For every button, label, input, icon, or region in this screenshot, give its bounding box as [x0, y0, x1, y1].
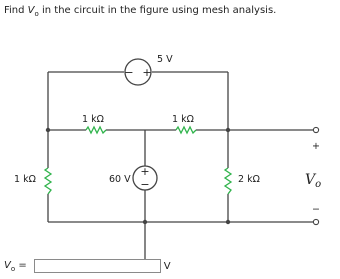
- question-suffix: in the circuit in the figure using mesh analysis.: [38, 5, 277, 16]
- answer-unit: V: [163, 260, 171, 272]
- resistor-right-symbol: [225, 168, 231, 194]
- source-mid-minus: −: [140, 178, 150, 191]
- resistor-mid-left-value: 1 kΩ: [82, 114, 104, 125]
- answer-equals: =: [18, 259, 27, 271]
- answer-label: [4, 260, 27, 273]
- source-mid-plus: +: [140, 165, 150, 178]
- question-variable: V: [27, 5, 35, 16]
- source-mid-value: 60 V: [109, 174, 131, 185]
- resistor-mid-right-symbol: [176, 127, 196, 133]
- resistor-left-value: 1 kΩ: [14, 174, 36, 185]
- output-terminal-top: [313, 127, 318, 132]
- resistor-right-value: 2 kΩ: [238, 174, 260, 185]
- resistor-mid-right-value: 1 kΩ: [172, 114, 194, 125]
- junction-dot: [143, 220, 147, 224]
- resistor-mid-left-symbol: [86, 127, 106, 133]
- resistor-left-symbol: [45, 168, 51, 194]
- source-top-value: 5 V: [157, 54, 173, 65]
- question-prefix: Find: [4, 5, 28, 16]
- junction-dot: [46, 128, 50, 132]
- output-minus: −: [312, 204, 320, 215]
- output-terminal-bottom: [313, 219, 318, 224]
- output-voltage-main: V: [305, 172, 316, 188]
- source-top-plus: +: [142, 66, 152, 79]
- question-variable-subscript: o: [34, 10, 39, 18]
- answer-label-sub: o: [10, 264, 16, 273]
- output-voltage-sub: o: [315, 179, 322, 190]
- source-top-minus: −: [124, 66, 134, 79]
- output-plus: +: [312, 141, 320, 152]
- junction-dot: [226, 220, 230, 224]
- answer-row: [4, 258, 171, 274]
- junction-dot: [226, 128, 230, 132]
- answer-label-main: V: [4, 259, 11, 271]
- answer-input[interactable]: [34, 259, 161, 273]
- output-voltage-label: [305, 172, 321, 190]
